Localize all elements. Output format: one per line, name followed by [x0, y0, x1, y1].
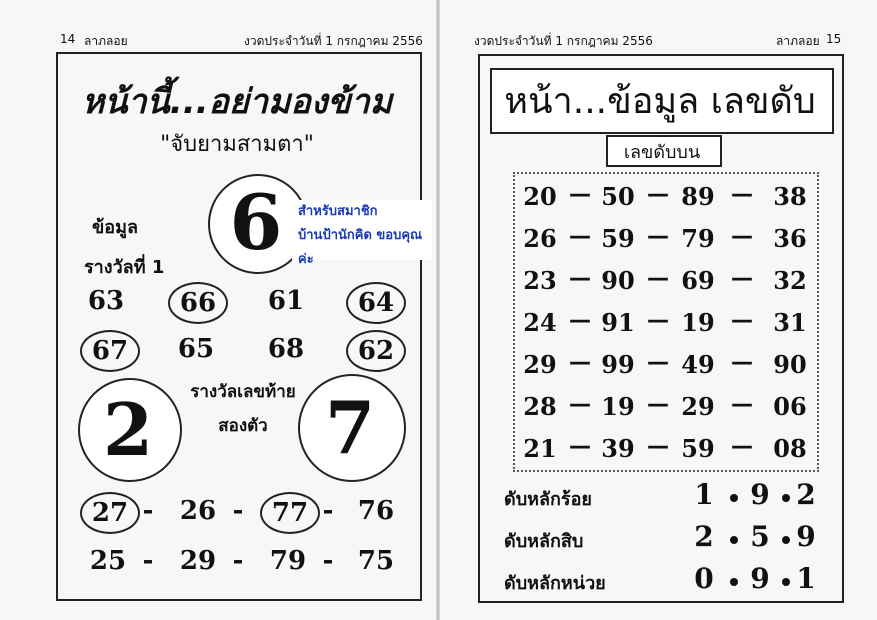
grid-number: 69: [681, 266, 715, 295]
digit-value: 1: [694, 478, 714, 511]
member-note-line1: สำหรับสมาชิก: [298, 204, 378, 219]
grid-number: 50: [601, 182, 635, 211]
number-cell-circled: 66: [168, 282, 228, 324]
grid-dash: —: [731, 350, 753, 375]
number-cell: 65: [177, 334, 215, 364]
page-spine: [436, 0, 440, 620]
left-subtitle: "จับยามสามตา": [160, 132, 314, 157]
grid-number: 24: [523, 308, 557, 337]
number-cell-circled: 64: [346, 282, 406, 324]
number-cell-circled: 62: [346, 330, 406, 372]
pair-cell: 75: [357, 546, 395, 576]
grid-number: 23: [523, 266, 557, 295]
pair-cell: 76: [357, 496, 395, 526]
digit-value: 2: [694, 520, 714, 553]
grid-dash: —: [569, 182, 591, 207]
last-two-label-line1: รางวัลเลขท้าย: [190, 382, 296, 402]
bullet-dot-icon: [782, 494, 790, 502]
grid-dash: —: [647, 392, 669, 417]
grid-number: 89: [681, 182, 715, 211]
grid-dash: —: [731, 266, 753, 291]
bullet-dot-icon: [730, 578, 738, 586]
dash: -: [232, 546, 244, 576]
grid-number: 59: [601, 224, 635, 253]
grid-number: 91: [601, 308, 635, 337]
grid-number: 19: [681, 308, 715, 337]
grid-number: 08: [773, 434, 807, 463]
left-title: หน้านี้...อย่ามองข้าม: [81, 82, 393, 122]
pair-cell: 25: [89, 546, 127, 576]
pair-cell: 79: [269, 546, 307, 576]
right-page-number: 15: [826, 32, 842, 46]
dash: -: [232, 496, 244, 526]
grid-dash: —: [731, 308, 753, 333]
grid-number: 20: [523, 182, 557, 211]
left-page-number: 14: [60, 32, 76, 46]
digit-row-label: ดับหลักร้อย: [504, 489, 592, 510]
big-number-top: 6: [229, 178, 283, 267]
member-note-line2: บ้านป้านักคิด ขอบคุณค่ะ: [298, 228, 423, 267]
grid-number: 38: [773, 182, 807, 211]
grid-dash: —: [647, 182, 669, 207]
bullet-dot-icon: [730, 536, 738, 544]
grid-number: 06: [773, 392, 807, 421]
grid-dash: —: [569, 434, 591, 459]
number-cell: 61: [267, 286, 305, 316]
right-issue-text: งวดประจำวันที่ 1 กรกฎาคม 2556: [474, 34, 653, 48]
grid-number: 79: [681, 224, 715, 253]
digit-value: 1: [796, 562, 816, 595]
grid-dash: —: [731, 224, 753, 249]
info-label-line2: รางวัลที่ 1: [84, 257, 165, 278]
grid-dash: —: [569, 308, 591, 333]
info-label-line1: ข้อมูล: [92, 217, 139, 238]
grid-number: 90: [773, 350, 807, 379]
grid-number: 59: [681, 434, 715, 463]
grid-dash: —: [647, 434, 669, 459]
grid-number: 36: [773, 224, 807, 253]
digit-value: 9: [796, 520, 816, 553]
dash: -: [322, 496, 334, 526]
digit-row-label: ดับหลักสิบ: [504, 531, 584, 552]
grid-dash: —: [647, 350, 669, 375]
pair-cell-circled: 27: [80, 492, 140, 534]
grid-dash: —: [731, 392, 753, 417]
digit-value: 9: [750, 562, 770, 595]
grid-dash: —: [569, 392, 591, 417]
pair-cell: 26: [179, 496, 217, 526]
right-title: หน้า...ข้อมูล เลขดับ: [504, 81, 816, 122]
number-cell: 68: [267, 334, 305, 364]
grid-number: 31: [773, 308, 807, 337]
grid-dash: —: [647, 266, 669, 291]
digit-value: 5: [750, 520, 770, 553]
left-issue-text: งวดประจำวันที่ 1 กรกฎาคม 2556: [244, 34, 423, 48]
grid-dash: —: [569, 350, 591, 375]
grid-number: 32: [773, 266, 807, 295]
dash: -: [142, 546, 154, 576]
grid-dash: —: [731, 182, 753, 207]
bullet-dot-icon: [782, 536, 790, 544]
grid-number: 99: [601, 350, 635, 379]
grid-number: 90: [601, 266, 635, 295]
grid-number: 39: [601, 434, 635, 463]
digit-value: 9: [750, 478, 770, 511]
grid-number: 19: [601, 392, 635, 421]
grid-dash: —: [569, 224, 591, 249]
left-magazine-name: ลาภลอย: [84, 34, 128, 48]
digit-value: 0: [694, 562, 714, 595]
grid-dash: —: [569, 266, 591, 291]
bullet-dot-icon: [730, 494, 738, 502]
member-note: [292, 200, 432, 267]
right-subtitle: เลขดับบน: [623, 142, 701, 163]
dash: -: [142, 496, 154, 526]
grid-number: 26: [523, 224, 557, 253]
grid-number: 29: [681, 392, 715, 421]
last-two-label-line2: สองตัว: [218, 416, 268, 436]
bullet-dot-icon: [782, 578, 790, 586]
big-number-right: 7: [324, 385, 376, 470]
digit-row-label: ดับหลักหน่วย: [504, 573, 606, 594]
number-cell-circled: 67: [80, 330, 140, 372]
pair-cell: 29: [179, 546, 217, 576]
pair-cell-circled: 77: [260, 492, 320, 534]
digit-value: 2: [796, 478, 816, 511]
grid-number: 49: [681, 350, 715, 379]
grid-number: 21: [523, 434, 557, 463]
dash: -: [322, 546, 334, 576]
grid-dash: —: [647, 224, 669, 249]
number-cell: 63: [87, 286, 125, 316]
big-number-left: 2: [102, 387, 154, 472]
right-magazine-name: ลาภลอย: [776, 34, 820, 48]
grid-number: 29: [523, 350, 557, 379]
grid-number: 28: [523, 392, 557, 421]
grid-dash: —: [731, 434, 753, 459]
grid-dash: —: [647, 308, 669, 333]
